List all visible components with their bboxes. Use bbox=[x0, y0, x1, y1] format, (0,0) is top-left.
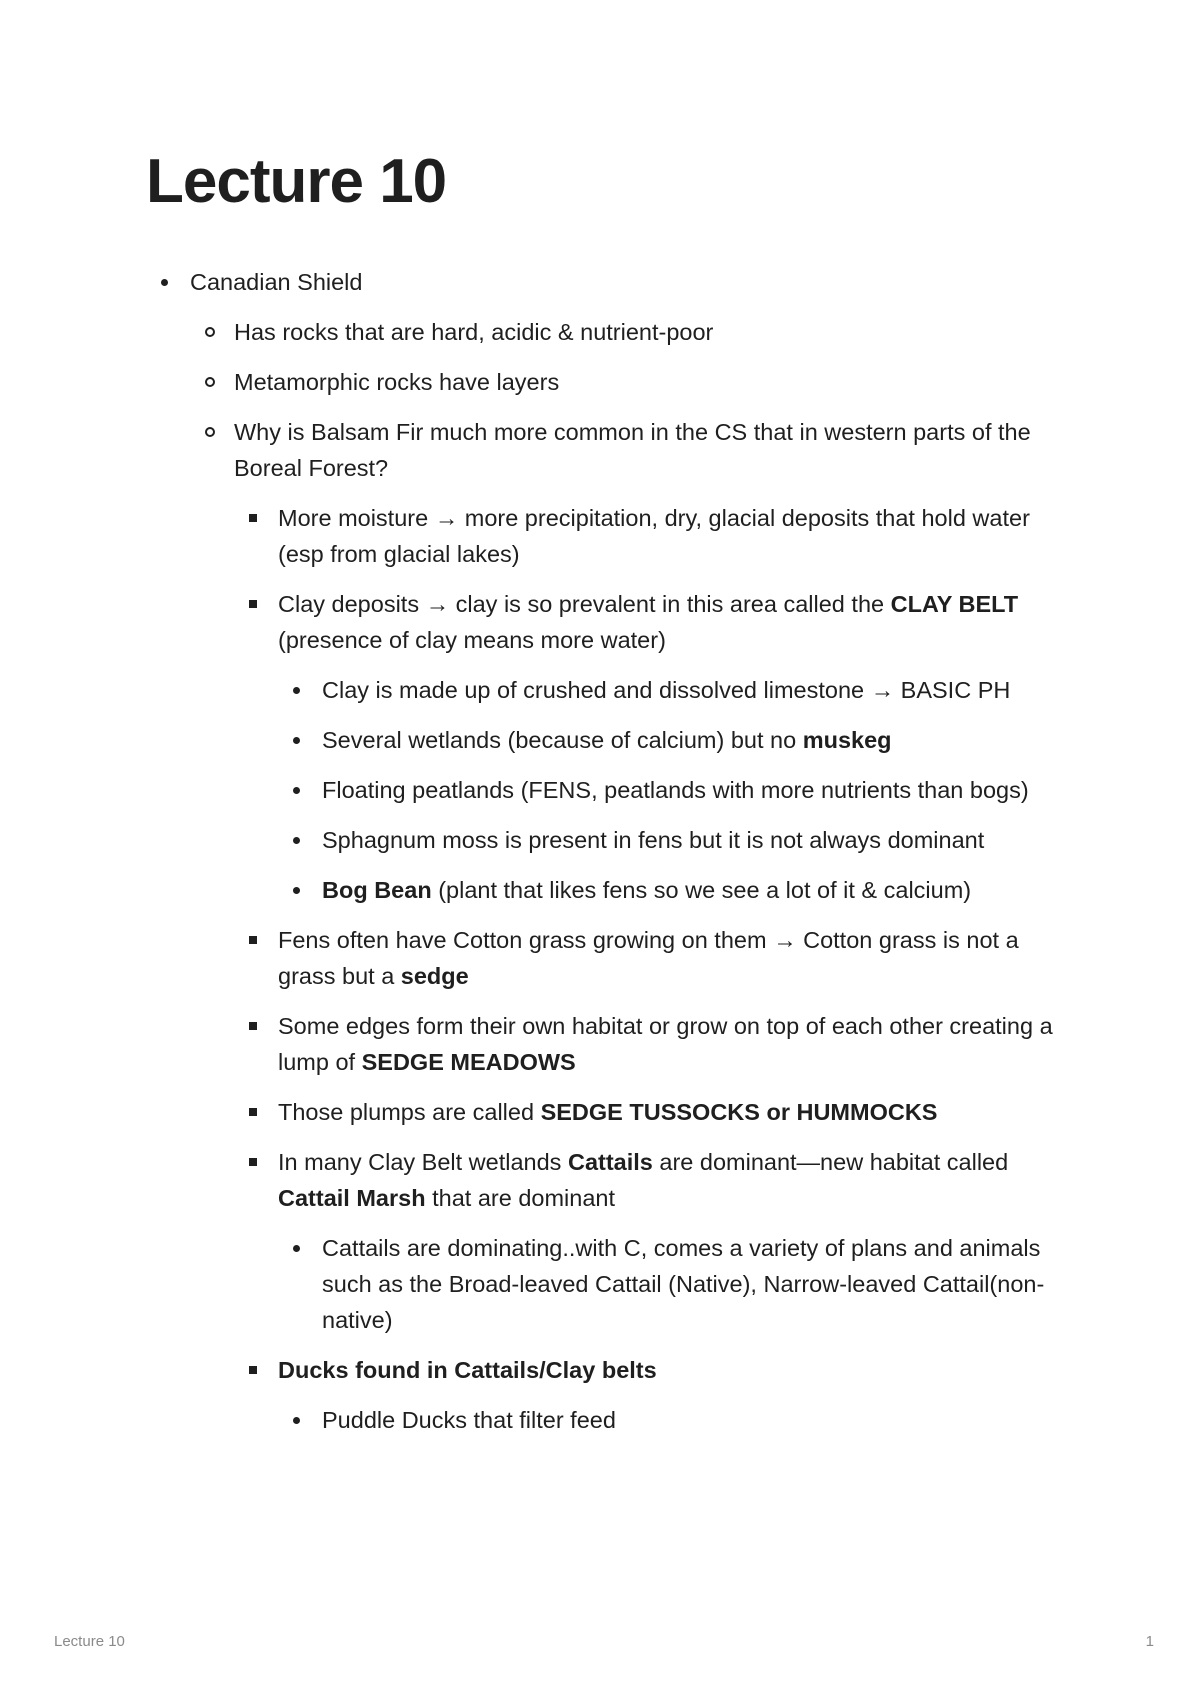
bullet-icon bbox=[293, 1245, 300, 1252]
bold-text: SEDGE MEADOWS bbox=[361, 1049, 576, 1075]
list-item bbox=[278, 922, 1070, 994]
bold-text: CLAY BELT bbox=[890, 591, 1019, 617]
bullet-icon bbox=[249, 1108, 257, 1116]
list-item-text: Clay deposits → clay is so prevalent in this area called the bbox=[278, 591, 891, 617]
bullet-icon bbox=[249, 936, 257, 944]
bullet-icon bbox=[293, 737, 300, 744]
bold-text: Cattail Marsh bbox=[278, 1185, 426, 1211]
bullet-icon bbox=[249, 600, 257, 608]
bullet-icon bbox=[205, 427, 215, 437]
list-item-text: Clay is made up of crushed and dissolved limestone → BASIC PH bbox=[322, 677, 1011, 703]
list-item-text: are dominant—new habitat called bbox=[652, 1149, 1009, 1175]
list-item bbox=[322, 1230, 1070, 1338]
bullet-icon bbox=[249, 1158, 257, 1166]
page-title: Lecture 10 bbox=[146, 147, 447, 216]
bullet-icon bbox=[293, 687, 300, 694]
list-item bbox=[278, 1094, 1070, 1130]
list-item-text: More moisture → more precipitation, dry, glacial deposits that hold water (esp from glacial lakes) bbox=[278, 505, 1030, 567]
list-item bbox=[278, 586, 1070, 658]
bold-text: Ducks found in Cattails/Clay belts bbox=[278, 1357, 657, 1383]
bullet-icon bbox=[161, 279, 168, 286]
list-item-text: (presence of clay means more water) bbox=[278, 627, 666, 653]
footer-title: Lecture 10 bbox=[54, 1633, 125, 1650]
list-item bbox=[278, 1352, 1070, 1388]
bullet-icon bbox=[249, 1022, 257, 1030]
bold-text: SEDGE TUSSOCKS or HUMMOCKS bbox=[540, 1099, 938, 1125]
list-item-text: Canadian Shield bbox=[190, 269, 363, 295]
list-item bbox=[234, 364, 1070, 400]
list-item-text: Several wetlands (because of calcium) but no bbox=[322, 727, 803, 753]
page-number: 1 bbox=[1145, 1633, 1154, 1650]
list-item-text: Some edges form their own habitat or grow on top of each other creating a lump of bbox=[278, 1013, 1053, 1075]
list-item bbox=[278, 1008, 1070, 1080]
list-item-text: Why is Balsam Fir much more common in the CS that in western parts of the Boreal Forest? bbox=[234, 419, 1031, 481]
list-item bbox=[278, 500, 1070, 572]
bullet-icon bbox=[293, 837, 300, 844]
bold-text: sedge bbox=[400, 963, 469, 989]
list-item-text: Puddle Ducks that filter feed bbox=[322, 1407, 616, 1433]
list-item bbox=[234, 314, 1070, 350]
list-item-text: Floating peatlands (FENS, peatlands with more nutrients than bogs) bbox=[322, 777, 1029, 803]
list-item bbox=[322, 872, 1070, 908]
bullet-icon bbox=[293, 787, 300, 794]
list-item-text: Those plumps are called bbox=[278, 1099, 541, 1125]
bold-text: Bog Bean bbox=[322, 877, 432, 903]
list-item bbox=[322, 772, 1070, 808]
list-item bbox=[190, 264, 1070, 300]
list-item bbox=[322, 722, 1070, 758]
bullet-icon bbox=[249, 1366, 257, 1374]
list-item-text: Fens often have Cotton grass growing on them → Cotton grass is not a grass but a bbox=[278, 927, 1019, 989]
bullet-icon bbox=[205, 377, 215, 387]
list-item bbox=[322, 822, 1070, 858]
list-item-text: (plant that likes fens so we see a lot of it & calcium) bbox=[431, 877, 972, 903]
list-item-text: Has rocks that are hard, acidic & nutrient-poor bbox=[234, 319, 714, 345]
list-item bbox=[322, 672, 1070, 708]
bullet-icon bbox=[293, 1417, 300, 1424]
bullet-list bbox=[0, 264, 1200, 1452]
list-item-text: In many Clay Belt wetlands bbox=[278, 1149, 568, 1175]
list-item-text: Metamorphic rocks have layers bbox=[234, 369, 560, 395]
bold-text: muskeg bbox=[802, 727, 892, 753]
bullet-icon bbox=[205, 327, 215, 337]
list-item bbox=[234, 414, 1070, 486]
bullet-icon bbox=[249, 514, 257, 522]
bullet-icon bbox=[293, 887, 300, 894]
list-item bbox=[278, 1144, 1070, 1216]
list-item-text: Cattails are dominating..with C, comes a variety of plans and animals such as the Broad-leaved Cattail (Native), Narrow-leaved Cattail(non-native) bbox=[322, 1235, 1045, 1333]
list-item bbox=[322, 1402, 1070, 1438]
bold-text: Cattails bbox=[567, 1149, 653, 1175]
list-item-text: that are dominant bbox=[425, 1185, 616, 1211]
list-item-text: Sphagnum moss is present in fens but it is not always dominant bbox=[322, 827, 985, 853]
